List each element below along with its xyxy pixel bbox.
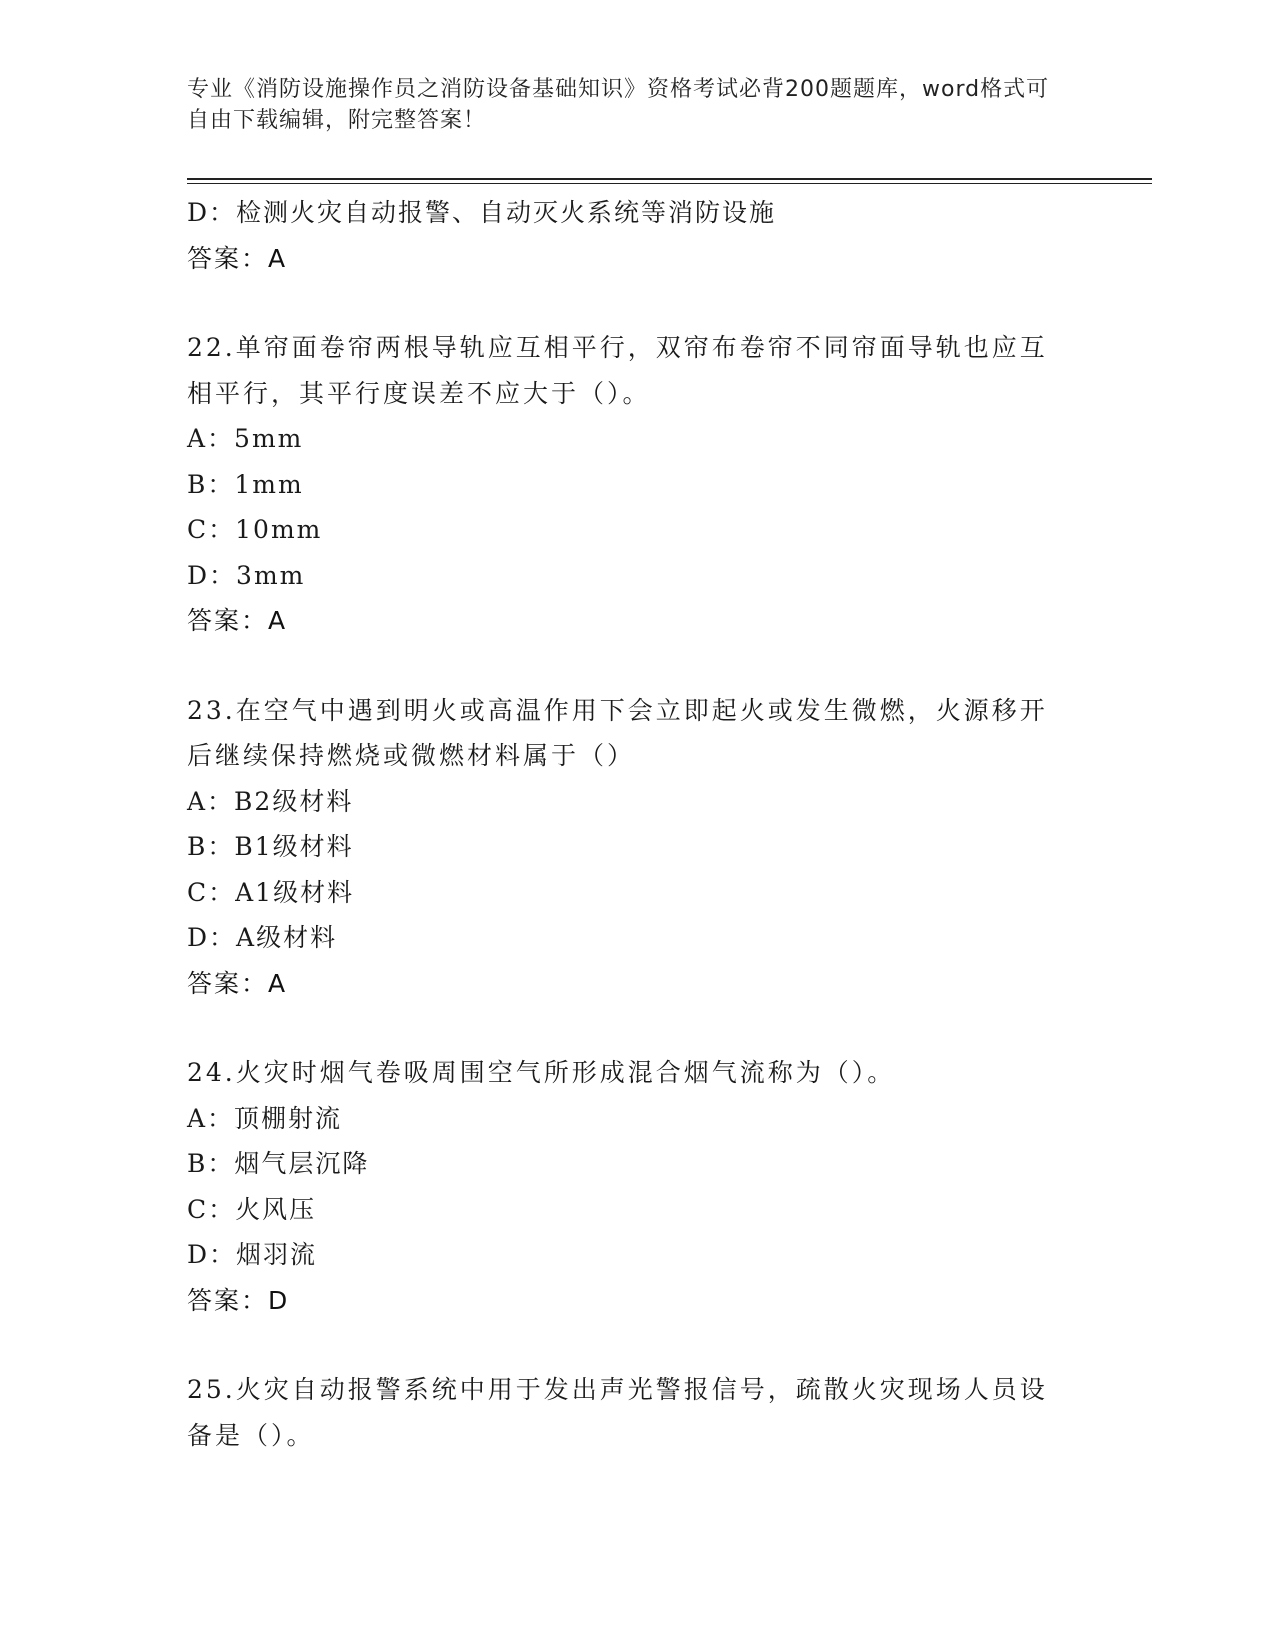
option-b: B：1mm (187, 469, 304, 499)
question-text-line: 备是（）。 (187, 1420, 315, 1450)
answer-line: 答案：A (187, 243, 288, 273)
option-d: D：3mm (187, 560, 306, 590)
question-25 (187, 1367, 1087, 1458)
option-d: D：A级材料 (187, 923, 338, 952)
option-a: A：顶棚射流 (187, 1103, 343, 1133)
question-text-line: 23.在空气中遇到明火或高温作用下会立即起火或发生微燃，火源移开 (187, 695, 1048, 725)
question-text-line: 相平行，其平行度误差不应大于（）。 (187, 378, 651, 408)
option-a: A：5mm (187, 424, 304, 453)
option-c: C：A1级材料 (187, 877, 355, 907)
question-text-line: 24.火灾时烟气卷吸周围空气所形成混合烟气流称为（）。 (187, 1058, 896, 1087)
header-divider (187, 178, 1152, 180)
option-b: B：烟气层沉降 (187, 1149, 370, 1178)
option-c: C：火风压 (187, 1194, 317, 1224)
question-22 (187, 325, 1087, 644)
question-23 (187, 688, 1087, 1007)
question-text-line: 后继续保持燃烧或微燃材料属于（） (187, 741, 636, 770)
question-text-line: 22.单帘面卷帘两根导轨应互相平行，双帘布卷帘不同帘面导轨也应互 (187, 333, 1048, 362)
option-d: D：检测火灾自动报警、自动灭火系统等消防设施 (187, 198, 777, 227)
option-d: D：烟羽流 (187, 1240, 318, 1269)
option-b: B：B1级材料 (187, 832, 354, 861)
answer-line: 答案：A (187, 968, 288, 998)
answer-line: 答案：D (187, 1285, 290, 1315)
document-header: 专业《消防设施操作员之消防设备基础知识》资格考试必背200题题库，word格式可自由下载编辑，附完整答案！ (187, 77, 1050, 133)
option-c: C：10mm (187, 515, 323, 544)
option-a: A：B2级材料 (187, 786, 354, 816)
question-text-line: 25.火灾自动报警系统中用于发出声光警报信号，疏散火灾现场人员设 (187, 1375, 1048, 1404)
question-content (187, 190, 1087, 1458)
header-divider-thin (187, 183, 1152, 184)
question-24 (187, 1050, 1087, 1323)
answer-line: 答案：A (187, 606, 288, 635)
